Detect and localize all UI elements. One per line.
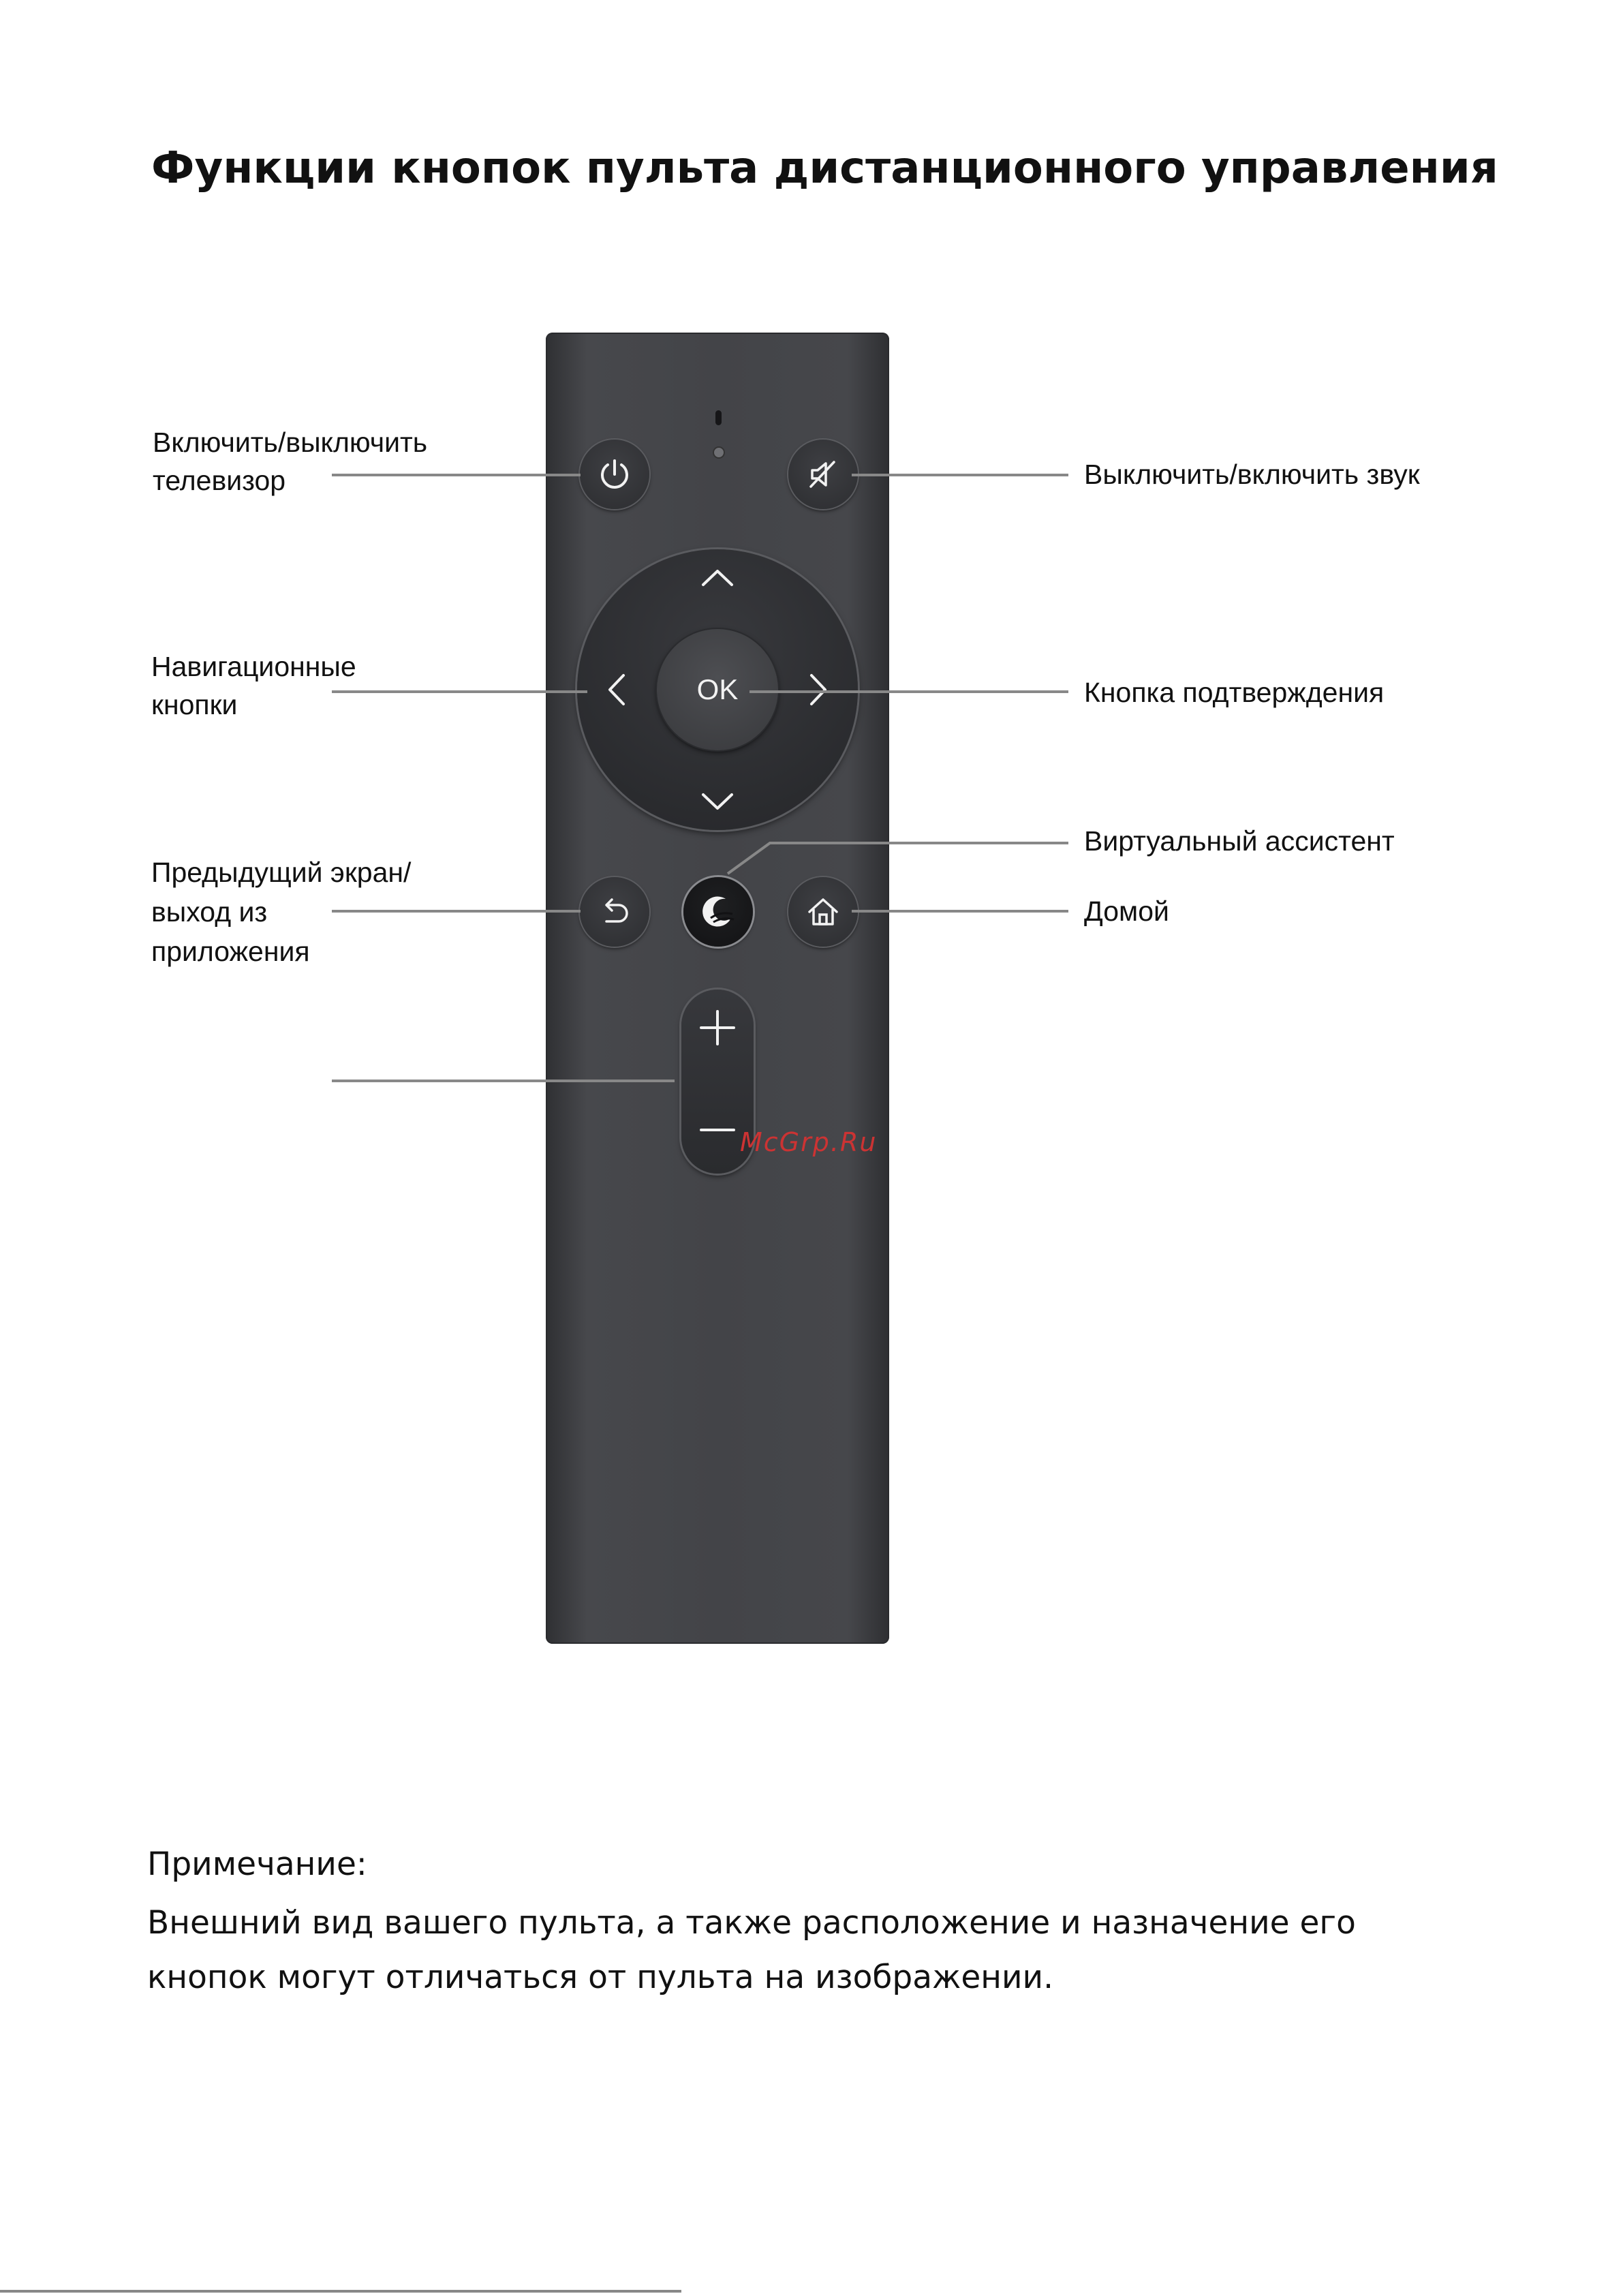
label-power-line1: Включить/выключить bbox=[153, 427, 428, 458]
label-confirm: Кнопка подтверждения bbox=[1084, 677, 1385, 708]
leader-assistant bbox=[728, 843, 1068, 874]
label-navigation-line1: Навигационные bbox=[151, 651, 356, 682]
label-assistant: Виртуальный ассистент bbox=[1084, 825, 1395, 857]
note-heading: Примечание: bbox=[147, 1846, 367, 1883]
label-power-line2: телевизор bbox=[153, 465, 286, 496]
label-home: Домой bbox=[1084, 896, 1169, 927]
label-mute: Выключить/включить звук bbox=[1084, 459, 1420, 490]
note-text: Внешний вид вашего пульта, а также расположение и назначение его кнопок могут отличаться от пульта на изображении. bbox=[147, 1904, 1356, 1996]
watermark: McGrp.Ru bbox=[740, 1127, 878, 1157]
label-back-line2: выход из bbox=[151, 896, 268, 928]
label-navigation-line2: кнопки bbox=[151, 689, 238, 720]
ok-button[interactable]: OK bbox=[657, 629, 778, 750]
bottom-rule bbox=[0, 2290, 681, 2293]
label-back-line1: Предыдущий экран/ bbox=[151, 857, 412, 888]
page-title: Функции кнопок пульта дистанционного управления bbox=[151, 143, 1498, 194]
label-back-line3: приложения bbox=[151, 936, 310, 967]
